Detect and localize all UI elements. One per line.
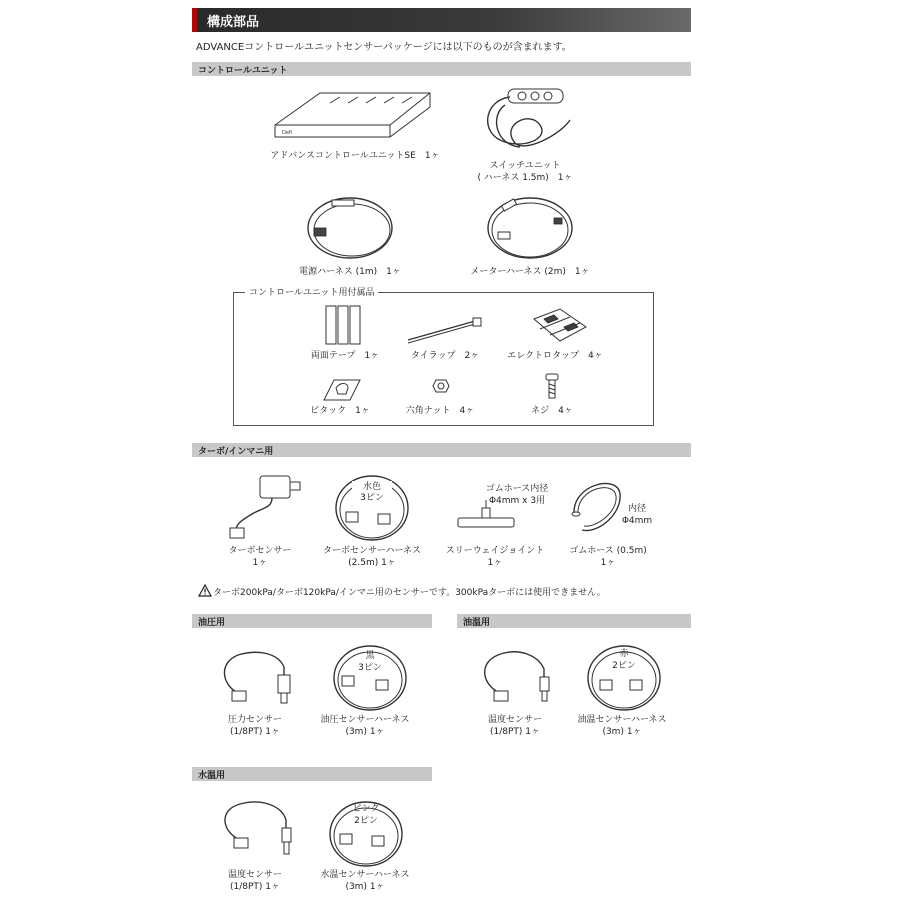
oil-pressure-harness-caption-1: 油圧センサーハーネス: [320, 715, 410, 725]
water-temp-sensor-image: [218, 796, 298, 866]
section-turbo-heading: ターボ/インマニ用: [192, 443, 691, 457]
turbo-sensor-caption-1: ターボセンサー: [228, 546, 292, 556]
switch-unit-caption-1: スイッチユニット: [489, 161, 561, 171]
control-unit-image: [270, 85, 440, 145]
page-title: 構成部品: [207, 15, 260, 30]
screw-image: [544, 372, 560, 400]
water-temp-sensor-caption-2: (1/8PT) 1ヶ: [229, 882, 281, 892]
joint-tag-1: ゴムホース内径: [485, 484, 549, 494]
turbo-sensor-caption-2: 1ヶ: [252, 558, 268, 568]
double-sided-tape-image: [325, 305, 365, 345]
joint-caption-1: スリーウェイジョイント: [445, 546, 545, 556]
turbo-harness-caption-1: ターボセンサーハーネス: [322, 546, 422, 556]
switch-unit-caption-2: ( ハーネス 1.5m) 1ヶ: [477, 173, 573, 183]
pitack-image: [322, 376, 362, 402]
hex-nut-image: [432, 378, 450, 394]
section-oil-pressure-heading: 油圧用: [192, 614, 432, 628]
oil-pressure-tag-2: 3ピン: [358, 663, 382, 673]
tape-caption: 両面テープ 1ヶ: [310, 351, 380, 361]
water-temp-tag-1: ピンク: [352, 804, 380, 814]
turbo-sensor-image: [222, 472, 312, 542]
water-temp-sensor-caption-1: 温度センサー: [227, 870, 282, 880]
oil-temp-sensor-caption-2: (1/8PT) 1ヶ: [489, 727, 541, 737]
section-control-unit-heading: コントロールユニット: [192, 62, 691, 76]
screw-caption: ネジ 4ヶ: [531, 406, 573, 416]
three-way-joint-image: [456, 500, 516, 535]
switch-unit-image: [480, 85, 580, 160]
power-harness-caption: 電源ハーネス (1m) 1ヶ: [299, 267, 401, 277]
hose-tag-2: Φ4mm: [621, 516, 653, 526]
hose-caption-2: 1ヶ: [600, 558, 616, 568]
nut-caption: 六角ナット 4ヶ: [405, 406, 475, 416]
page-title-bar: [192, 8, 691, 32]
svg-text:Defi: Defi: [282, 130, 293, 136]
electro-tap-image: [530, 305, 590, 345]
joint-tag-2: Φ4mm x 3用: [488, 496, 546, 506]
pressure-sensor-caption-1: 圧力センサー: [227, 715, 282, 725]
water-temp-harness-caption-2: (3m) 1ヶ: [345, 882, 385, 892]
section-oil-temp-heading: 油温用: [457, 614, 691, 628]
turbo-harness-caption-2: (2.5m) 1ヶ: [348, 558, 396, 568]
turbo-warning-text: ターボ200kPa/ターボ120kPa/インマニ用のセンサーです。300kPaターボには使用できません。: [213, 588, 606, 598]
section-water-temp-heading: 水温用: [192, 767, 432, 781]
water-temp-tag-2: 2ピン: [354, 816, 378, 826]
warning-icon: [199, 585, 211, 596]
pressure-sensor-image: [218, 645, 298, 715]
turbo-harness-tag-2: 3ピン: [360, 493, 384, 503]
pitack-caption: ピタック 1ヶ: [310, 406, 370, 416]
turbo-harness-tag-1: 水色: [352, 481, 392, 493]
meter-harness-caption: メーターハーネス (2m) 1ヶ: [470, 267, 590, 277]
accessories-label: コントロールユニット用付属品: [245, 285, 378, 298]
water-temp-harness-caption-1: 水温センサーハーネス: [320, 870, 410, 880]
tie-caption: タイラップ 2ヶ: [410, 351, 480, 361]
oil-temp-tag-1: 赤: [619, 649, 629, 659]
oil-pressure-harness-caption-2: (3m) 1ヶ: [345, 727, 385, 737]
oil-temp-sensor-caption-1: 温度センサー: [487, 715, 542, 725]
meter-harness-image: [480, 190, 580, 265]
joint-caption-2: 1ヶ: [487, 558, 503, 568]
oil-temp-harness-caption-2: (3m) 1ヶ: [602, 727, 642, 737]
oil-temp-sensor-image: [478, 645, 558, 715]
hose-tag-1: 内径: [627, 504, 646, 514]
cable-tie-image: [405, 315, 485, 345]
electro-tap-caption: エレクトロタップ 4ヶ: [507, 351, 603, 361]
hose-caption-1: ゴムホース (0.5m): [569, 546, 647, 556]
oil-pressure-tag-1: 黒: [365, 651, 375, 661]
power-harness-image: [300, 190, 400, 265]
pressure-sensor-caption-2: (1/8PT) 1ヶ: [229, 727, 281, 737]
oil-temp-harness-caption-1: 油温センサーハーネス: [577, 715, 667, 725]
oil-temp-tag-2: 2ピン: [612, 661, 636, 671]
control-unit-caption: アドバンスコントロールユニットSE 1ヶ: [270, 151, 440, 161]
intro-text: ADVANCEコントロールユニットセンサーパッケージには以下のものが含まれます。: [196, 42, 572, 53]
